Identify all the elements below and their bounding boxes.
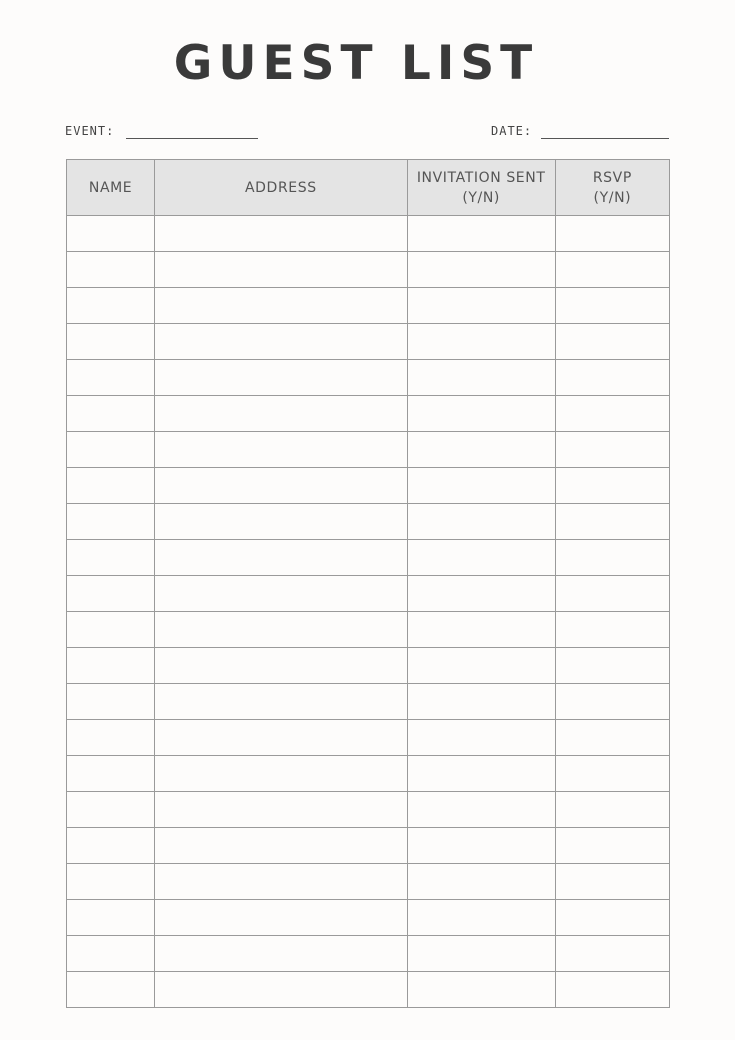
invitation-sent-cell[interactable]	[407, 936, 555, 972]
address-cell[interactable]	[155, 504, 407, 540]
event-label: EVENT:	[65, 124, 115, 138]
address-cell[interactable]	[155, 396, 407, 432]
rsvp-cell[interactable]	[555, 648, 669, 684]
rsvp-cell[interactable]	[555, 612, 669, 648]
invitation-sent-cell[interactable]	[407, 720, 555, 756]
invitation-sent-cell[interactable]	[407, 216, 555, 252]
table-row	[67, 756, 670, 792]
address-cell[interactable]	[155, 324, 407, 360]
address-cell[interactable]	[155, 540, 407, 576]
address-cell[interactable]	[155, 576, 407, 612]
table-row	[67, 864, 670, 900]
table-row	[67, 684, 670, 720]
rsvp-cell[interactable]	[555, 864, 669, 900]
invitation-sent-cell[interactable]	[407, 468, 555, 504]
invitation-sent-cell[interactable]	[407, 792, 555, 828]
header-rsvp	[555, 160, 669, 216]
name-cell[interactable]	[67, 792, 155, 828]
table-header-row	[67, 160, 670, 216]
address-cell[interactable]	[155, 864, 407, 900]
invitation-sent-cell[interactable]	[407, 432, 555, 468]
rsvp-cell[interactable]	[555, 828, 669, 864]
rsvp-cell[interactable]	[555, 396, 669, 432]
address-cell[interactable]	[155, 432, 407, 468]
address-cell[interactable]	[155, 612, 407, 648]
table-row	[67, 324, 670, 360]
rsvp-cell[interactable]	[555, 360, 669, 396]
invitation-sent-cell[interactable]	[407, 864, 555, 900]
name-cell[interactable]	[67, 324, 155, 360]
invitation-sent-cell[interactable]	[407, 648, 555, 684]
table-row	[67, 396, 670, 432]
table-row	[67, 900, 670, 936]
name-cell[interactable]	[67, 756, 155, 792]
name-cell[interactable]	[67, 504, 155, 540]
header-address-label: ADDRESS	[245, 179, 317, 196]
invitation-sent-cell[interactable]	[407, 900, 555, 936]
address-cell[interactable]	[155, 792, 407, 828]
name-cell[interactable]	[67, 252, 155, 288]
rsvp-cell[interactable]	[555, 576, 669, 612]
rsvp-cell[interactable]	[555, 540, 669, 576]
name-cell[interactable]	[67, 648, 155, 684]
rsvp-cell[interactable]	[555, 468, 669, 504]
name-cell[interactable]	[67, 612, 155, 648]
invitation-sent-cell[interactable]	[407, 396, 555, 432]
address-cell[interactable]	[155, 252, 407, 288]
table-row	[67, 792, 670, 828]
invitation-sent-cell[interactable]	[407, 324, 555, 360]
table-row	[67, 504, 670, 540]
table-row	[67, 288, 670, 324]
invitation-sent-cell[interactable]	[407, 540, 555, 576]
table-row	[67, 216, 670, 252]
name-cell[interactable]	[67, 540, 155, 576]
rsvp-cell[interactable]	[555, 756, 669, 792]
invitation-sent-cell[interactable]	[407, 756, 555, 792]
address-cell[interactable]	[155, 216, 407, 252]
address-cell[interactable]	[155, 648, 407, 684]
page-title: GUEST LIST	[173, 36, 539, 91]
rsvp-cell[interactable]	[555, 900, 669, 936]
guest-table	[66, 159, 670, 1008]
address-cell[interactable]	[155, 360, 407, 396]
address-cell[interactable]	[155, 720, 407, 756]
table-row	[67, 720, 670, 756]
table-row	[67, 972, 670, 1008]
name-cell[interactable]	[67, 468, 155, 504]
table-row	[67, 252, 670, 288]
rsvp-cell[interactable]	[555, 324, 669, 360]
invitation-sent-cell[interactable]	[407, 828, 555, 864]
name-cell[interactable]	[67, 684, 155, 720]
table-row	[67, 576, 670, 612]
name-cell[interactable]	[67, 720, 155, 756]
invitation-sent-cell[interactable]	[407, 252, 555, 288]
address-cell[interactable]	[155, 900, 407, 936]
name-cell[interactable]	[67, 396, 155, 432]
address-cell[interactable]	[155, 288, 407, 324]
invitation-sent-cell[interactable]	[407, 504, 555, 540]
table-row	[67, 936, 670, 972]
rsvp-cell[interactable]	[555, 504, 669, 540]
rsvp-cell[interactable]	[555, 288, 669, 324]
event-field-line[interactable]	[126, 138, 258, 139]
header-invitation-sent-sublabel: (Y/N)	[462, 189, 500, 206]
header-invitation-sent	[407, 160, 555, 216]
invitation-sent-cell[interactable]	[407, 288, 555, 324]
rsvp-cell[interactable]	[555, 432, 669, 468]
guest-table-body	[67, 216, 670, 1008]
name-cell[interactable]	[67, 936, 155, 972]
rsvp-cell[interactable]	[555, 936, 669, 972]
table-row	[67, 828, 670, 864]
name-cell[interactable]	[67, 828, 155, 864]
invitation-sent-cell[interactable]	[407, 972, 555, 1008]
table-row	[67, 648, 670, 684]
invitation-sent-cell[interactable]	[407, 612, 555, 648]
date-label: DATE:	[491, 124, 533, 138]
table-row	[67, 432, 670, 468]
header-address	[155, 160, 407, 216]
rsvp-cell[interactable]	[555, 972, 669, 1008]
name-cell[interactable]	[67, 216, 155, 252]
header-invitation-sent-label: INVITATION SENT	[416, 169, 546, 186]
name-cell[interactable]	[67, 900, 155, 936]
rsvp-cell[interactable]	[555, 792, 669, 828]
address-cell[interactable]	[155, 936, 407, 972]
header-name-label: NAME	[88, 179, 133, 196]
header-name	[67, 160, 155, 216]
name-cell[interactable]	[67, 432, 155, 468]
header-rsvp-label: RSVP	[592, 169, 632, 186]
name-cell[interactable]	[67, 360, 155, 396]
invitation-sent-cell[interactable]	[407, 576, 555, 612]
rsvp-cell[interactable]	[555, 216, 669, 252]
name-cell[interactable]	[67, 972, 155, 1008]
rsvp-cell[interactable]	[555, 252, 669, 288]
name-cell[interactable]	[67, 288, 155, 324]
table-row	[67, 468, 670, 504]
address-cell[interactable]	[155, 468, 407, 504]
address-cell[interactable]	[155, 684, 407, 720]
name-cell[interactable]	[67, 576, 155, 612]
rsvp-cell[interactable]	[555, 720, 669, 756]
address-cell[interactable]	[155, 828, 407, 864]
invitation-sent-cell[interactable]	[407, 684, 555, 720]
address-cell[interactable]	[155, 756, 407, 792]
table-row	[67, 540, 670, 576]
header-rsvp-sublabel: (Y/N)	[593, 189, 632, 206]
table-row	[67, 612, 670, 648]
invitation-sent-cell[interactable]	[407, 360, 555, 396]
date-field-line[interactable]	[541, 138, 669, 139]
table-row	[67, 360, 670, 396]
address-cell[interactable]	[155, 972, 407, 1008]
name-cell[interactable]	[67, 864, 155, 900]
rsvp-cell[interactable]	[555, 684, 669, 720]
